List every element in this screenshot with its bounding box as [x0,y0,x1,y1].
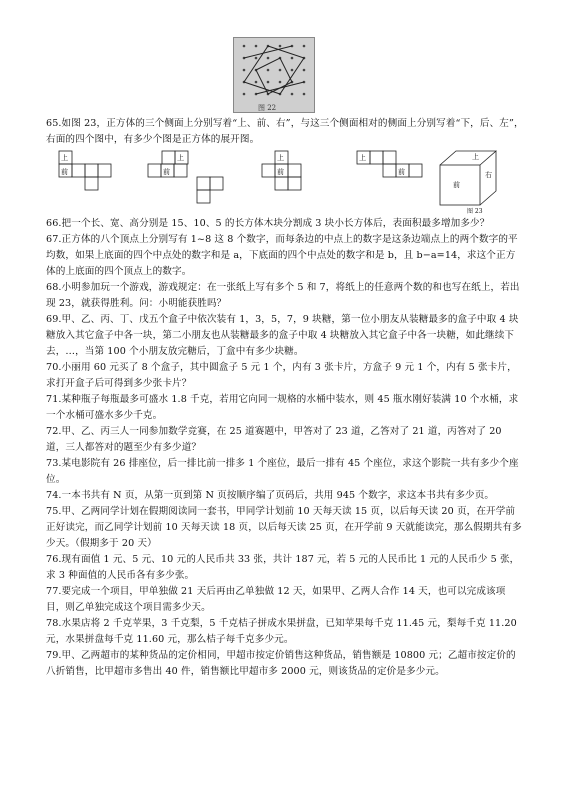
net-2-label-front: 前 [163,168,170,176]
question-78: 78.水果店将 2 千克苹果，3 千克梨，5 千克桔子拼成水果拼盘，已知苹果每千克 11.45 元，梨每千克 11.20 元，水果拼盘每千克 11.60 元，那么桔子每千克多少元。 [46,618,517,645]
question-73: 73.某电影院有 26 排座位，后一排比前一排多 1 个座位，最后一排有 45 个座位，求这个影院一共有多少个座位。 [46,458,519,485]
cube-label-front: 前 [453,181,460,189]
question-65: 65.如图 23，正方体的三个侧面上分别写着“上、前、右”，与这三个侧面相对的侧面上分别写着“下，后、左”，右面的四个图中，有多少个图是正方体的展开图。 [46,118,524,145]
question-70: 70.小丽用 60 元买了 8 个盒子，其中圆盒子 5 元 1 个，内有 3 张卡片，方盒子 9 元 1 个，内有 5 张卡片，求打开盒子后可得到多少张卡片？ [46,362,517,389]
question-71: 71.某种瓶子每瓶最多可盛水 1.8 千克，若用它向同一规格的水桶中装水，则 45 瓶水刚好装满 10 个水桶，求一个水桶可盛水多少千克。 [46,394,519,421]
question-76: 76.现有面值 1 元、5 元、10 元的人民币共 33 张，共计 187 元，若 5 元的人民币比 1 元的人民币少 5 张，求 3 种面值的人民币各有多少张。 [46,554,520,581]
question-72: 72.甲、乙、丙三人一同参加数学竞赛，在 25 道赛题中，甲答对了 23 道，乙答对了 21 道，丙答对了 20 道，三人都答对的题至少有多少道？ [46,426,502,453]
question-77: 77.要完成一个项目，甲单独做 21 天后再由乙单独做 12 天，如果甲、乙两人合作 14 天，也可以完成该项目，则乙单独完成这个项目需多少天。 [46,586,506,613]
net-4-label-front: 前 [398,168,405,176]
question-74: 74.一本书共有 N 页，从第一页到第 N 页按顺序编了页码后，共用 945 个数字，求这本书共有多少页。 [46,490,495,501]
net-4-label-up: 上 [359,154,366,162]
question-75: 75.甲、乙两同学计划在假期阅读同一套书，甲同学计划前 10 天每天读 15 页，以后每天读 20 页，在开学前正好读完，而乙同学计划前 10 天每天读 18 页，以后每天读 25 页，在开学前 9 天就能读完，那么假期共有多少天。（假期多于 20 天） [46,506,522,549]
question-65-block [46,116,524,148]
net-1-label-up: 上 [61,154,68,162]
question-67: 67.正方体的八个顶点上分别写有 1~8 这 8 个数字，而每条边的中点上的数字是这条边端点上的两个数字的平均数，如果上底面的四个中点处的数字和是 a，下底面的四个中点处的数字和是 b，且 b−a=14，求这个正方体的上底面的四个顶点上的数字。 [46,234,518,277]
figure-22 [233,37,315,113]
question-66: 66.把一个长、宽、高分别是 15、10、5 的长方体木块分割成 3 块小长方体后，表面积最多增加多少？ [46,218,490,229]
figure-23-caption: 图 23 [467,208,483,215]
figure-23-drawing [57,147,522,215]
net-3-label-up: 上 [277,154,284,162]
question-69: 69.甲、乙、丙、丁、戊五个盒子中依次装有 1，3，5，7，9 块糖，第一位小朋友从装糖最多的盒子中取 4 块糖放入其它盒子中各一块，第二小朋友也从装糖最多的盒子中取 4 块糖放入其它盒子中各一块糖，如此继续下去，…，当第 100 个小朋友放完糖后，丁盒中有多少块糖。 [46,314,519,357]
figure-22-drawing [234,38,314,112]
figure-22-caption: 图 22 [258,104,277,112]
cube-label-up: 上 [472,153,479,161]
net-1-label-front: 前 [61,168,68,176]
question-79: 79.甲、乙两超市的某种货品的定价相同，甲超市按定价销售这种货品，销售额是 10800 元；乙超市按定价的八折销售，比甲超市多售出 40 件，销售额比甲超市多 2000 元，则该货品的定价是多少元。 [46,650,516,677]
figure-23 [57,147,522,215]
question-68: 68.小明参加玩一个游戏，游戏规定：在一张纸上写有多个 5 和 7，将纸上的任意两个数的和也写在纸上，若出现 23，就获得胜利。问：小明能获胜吗？ [46,282,520,309]
cube-label-right: 右 [485,171,492,179]
net-2-label-up: 上 [177,154,184,162]
questions-block [46,216,524,680]
net-3-label-front: 前 [277,168,284,176]
